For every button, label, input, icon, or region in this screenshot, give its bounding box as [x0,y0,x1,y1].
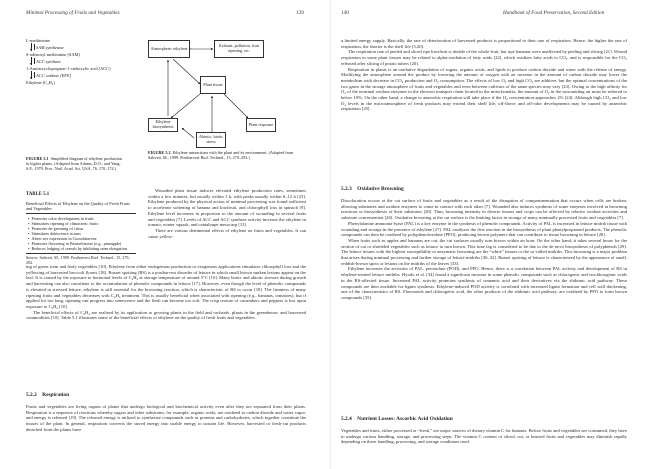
paragraph: Wounded plant tissue induces elevated ethylene production rates, sometimes within a few minutes, but usually within 1 h, with peaks usually within 6–12 h [23]. Ethylene produced by the physical action of minimal processing was found sufficient to accelerate softening of banana and kiwifruit, and chlorophyll loss in spinach [9]. Ethylene level increases in proportion to the amount of wounding in several fruits and vegetables [7]. Levels of ACC and ACC synthase activity increase the ethylene in tomato, winter squash, and cantaloupe mesocarp [13]. [148,188,306,228]
paragraph: a limited energy supply. Basically, the rate of deterioration of harvested products is proportional to their rate of respiration. Hence, the higher the rate of respiration, the shorter is the shelf life [5,20]. [341,38,627,49]
table-item: • Promotes de-greening of citrus [28,226,136,231]
paragraph: The beneficial effects of C₂H₄ are realized by its application to growing plants in the field and orchards, plants in the greenhouse, and harvested commodities [10]. Table 5.1 illustrates some of the beneficial effects of ethylene on the quality of fresh fruits and vegetables. [26,309,306,321]
pathway-compound: Ethylene (C₂H₄) [26,80,55,85]
right-top-text [341,38,627,112]
pathway-arrow [26,71,130,80]
paragraph: Discoloration occurs at the cut surface of fruits and vegetables as a result of the disruption of compartmentation that occurs when cells are broken, allowing substrates and oxidase enzymes to come in contact with each other [7]. Wounded also induces synthesis of some enzymes involved in browning reactions or biosynthesis of their substrates [20]. Thus, browning intensity in diverse tissues and crops can be affected by relative oxidase activities and substrate concentration [26]. Oxidative browning at the cut surface is the limiting factor in storage of many minimally processed fruits and vegetables [7]. [341,198,627,221]
table-item-list [26,216,136,251]
section-heading-5-2-3: 5.2.3 Oxidative Browning [341,186,404,192]
pathway-compound: 1-Aminocyclopropane-1-carboxylic acid (ACC) [26,66,111,71]
arrow-tissue-biosynthesis [171,94,200,118]
pathway-enzyme: ACC oxidase (EFE) [36,72,72,78]
paragraph: Ethylene increases the activities of PAL, peroxidase (POD), and PPO. Hence, there is a correlation between PAL activity and development of RS in ethylene-treated lettuce midribs. Hyodo et al. [34] found a significant increase in some phenolic compounds such as chlorogenic and isochlorogenic acids in the RS-affected tissue. Increased PAL activity promotes synthesis of cinnamic acid and their derivatives via the shikimic acid pathway. These compounds are then available for lignin synthesis. Ethylene-induced POD activity is correlated with increased lignin formation and cell wall thickening, one of the characteristics of RS. Flavonoids and chlorogenic acid, the other products of the shikimic acid pathway, are oxidized by PPO to form brown compounds [35]. [341,266,627,300]
table-item: • Promotes flowering in Bromeliaceae (e.g., pineapple) [28,241,136,246]
paragraph: Respiration in plants is an oxidative degradation of sugars, organic acids, and lipids to produce carbon dioxide and water with the release of energy. Modifying the atmosphere around the product by lowering the amount of oxygen with an increase in the amount of carbon dioxide may lower the metabolism with decrease in CO₂ production and O₂ consumption. The effects of low O₂ and high CO₂ are additive, but the optimal concentrations of the two gases in the storage atmosphere of fruits and vegetables and even between cultivars of the same species may vary [23]. Owing to the high affinity for O₂ of the terminal oxidase enzymes in the electron transport chain located in the mitochondria, the amount of O₂ in the surrounding air must be reduced to below 10%. On the other hand, a change to anaerobic respiration will take place if the O₂ concentration approaches 2% [24]. Although high CO₂ and low O₂ levels in the microatmosphere of fresh products may extend their shelf life, off-flavor and off-odor developments may be caused by anaerobic respiration [25]. [341,66,627,112]
paragraph: ing of green stem and leafy vegetables [10]. Ethylene from either endogenous production or exogenous applications stimulates chlorophyll loss and the yellowing of harvested broccoli florets [18]. Russet spotting (RS) is a postharvest disorder of lettuce in which small brown sunken lesions appear on the leaf. It is caused by the exposure to hormonal levels of C₂H₄ at storage temperature of around 5°C [10]. Many biotic and abiotic stresses during growth and harvesting can also contribute to the accumulation of phenolic compounds in lettuce [17]. However, even though the level of phenolic compounds is elevated in stressed lettuce, ethylene is still essential for the browning reaction, which is characteristic of RS to occur [18]. The firmness of many ripening fruits and vegetables decreases with C₂H₄ treatment. This is usually beneficial when associated with ripening (e.g., bananas, tomatoes), but if applied for too long, ripening can progress into senescence and the flesh can become too soft. The crisp texture of cucumbers and peppers is lost upon exposure to C₂H₄ [10]. [26,264,306,309]
table-5-1 [26,192,136,265]
box-abiotic-biotic-stress: Abiotic, biotic stress [196,132,226,148]
running-head-right: Handbook of Food Preservation, Second Edition [503,10,605,16]
figure-caption-text: Ethylene interactions with the plant and its environment. (Adapted from Saltveit, M., 1999. Postharvest Biol. Technol., 15, 279–292.) [148,150,294,160]
box-exhaust-pollution: Exhaust, pollution, fruit ripening, etc. [214,40,264,58]
figure-5-2-caption [148,150,296,160]
box-plant-response: Plant response [246,118,276,132]
pathway-enzyme: ACC synthase [36,58,61,64]
arrow-atmospheric-tissue [173,59,200,84]
table-item: • Alters sex expression in Cucurbitaceae [28,236,136,241]
pathway-compound: S-adenosyl methionine (SAM) [26,52,80,57]
paragraph: Phenylalanine ammonia-lyase (PAL) is a key enzyme in the synthesis of phenolic compounds. Activity of PAL is increased in lettuce midrib tissue with wounding and storage in the presence of ethylene [27]. PAL catalyzes the first reaction in the biosynthesis of plant phenylpropanoid products. The phenolic compounds can then be oxidized by polyphenoloxidase (PPO), producing brown polymers that can contribute to tissue browning in lettuce [28]. [341,220,627,238]
arrow-tissue-response [224,94,248,118]
running-head-left: Minimal Processing of Fruits and Vegetables [26,10,120,16]
figure-caption-text: Simplified diagram of ethylene production in higher plants. (Adapted from Adams, D.O., and Yang, S.F., 1979. Proc. Natl. Acad. Sci. USA, 76, 170–174.) [26,156,123,171]
table-item: • Reduces lodging of cereals by inhibiting stem elongation [28,246,136,251]
table-source: Source: Saltveit, M., 1999. Postharvest Biol. Technol., 15, 279–292. [26,255,131,266]
paragraph: There are various detrimental effects of ethylene on fruits and vegetables. It can cause yellow- [148,227,306,239]
table-item: • Promotes color development in fruits [28,216,136,221]
ethylene-pathway-diagram [26,38,130,85]
figure-label: FIGURE 5.1 [26,156,49,161]
paragraph: Fruits and vegetables are living organs of plants that undergo biological and biochemical activity even after they are separated from their plants. Respiration is a sequence of reactions whereby sugars and other substrates, for example, organic acids, are oxidized to carbon dioxide and water vapor, and energy is released [19]. The released energy is utilized to synthesize compounds such as proteins and carbohydrates, which together constitute the tissues of the plant. In general, respiration converts the stored energy into usable energy to sustain life. However, harvested or fresh-cut products detached from the plants have [26,404,306,432]
pathway-compound: L-methionine [26,38,50,43]
left-column-text [148,188,306,239]
figure-5-1-caption [26,156,126,171]
browning-text [341,198,627,301]
left-full-text [26,264,306,321]
pathway-arrow [26,57,130,66]
page-number-left: 139 [296,10,304,16]
section-heading-5-2-4: 5.2.4 Nutrient Losses: Ascorbic Acid Oxidation [341,416,453,422]
table-label: TABLE 5.1 [26,192,50,197]
nutrient-text [341,428,627,445]
box-atmospheric-ethylene: Atmospheric ethylene [148,40,190,58]
table-item: • Stimulates ripening of climacteric fruits [28,221,136,226]
paragraph: When fruits such as apples and bananas are cut, the cut surfaces usually turn brown within an hour. On the other hand, it takes several hours for the section of cut or shredded vegetables such as lettuce to turn brown. This time lag is considered to be due to the de novo biosynthesis of polyphenols [29]. The lettuce tissues with the highest susceptibility to enzymatic browning are the “white” tissues or the so-called midribs. This browning is a major problem that arises during minimal processing and further storage of lettuce midribs [30–32]. Russet spotting of lettuce is characterized by the appearance of small, reddish-brown spots or lesions on the midribs of the leaves [33]. [341,237,627,266]
figure-label: FIGURE 5.2 [148,150,171,155]
table-subtitle: Beneficial Effects of Ethylene on the Quality of Fresh Fruits and Vegetables [26,201,130,211]
arrow-stress-biosynthesis [182,128,194,138]
table-item: • Stimulates dehiscence in nuts [28,231,136,236]
section-heading-5-2-2: 5.2.2 Respiration [26,392,70,398]
box-plant-tissue: Plant tissue [200,76,226,94]
page-number-right: 140 [341,10,349,16]
pathway-enzyme: SAM synthetase [36,44,64,50]
right-page [331,0,662,469]
paragraph: The respiration rate of peeled and sliced ripe kiwifruit is double of the whole fruit, but ripe bananas were unaffected by peeling and slicing [21]. Wound respiration in some plant tissues may be related to alpha-oxidation of fatty acids [22], which oxidizes fatty acids to CO₂, and is responsible for the CO₂ released after slicing of potato tubers [20]. [341,49,627,66]
respiration-text [26,404,306,433]
paragraph: Vegetables and fruits, either processed or “fresh,” are major sources of dietary vitamin C for humans. Before fruits and vegetables are consumed, they have to undergo various handling, storage, and processing steps. The vitamin C content of sliced, cut, or bruised fruits and vegetables may diminish rapidly depending on these handling, processing, and storage conditions used. [341,428,627,445]
box-ethylene-biosynthesis: Ethylene biosynthesis [148,118,178,132]
pathway-arrow [26,43,130,52]
